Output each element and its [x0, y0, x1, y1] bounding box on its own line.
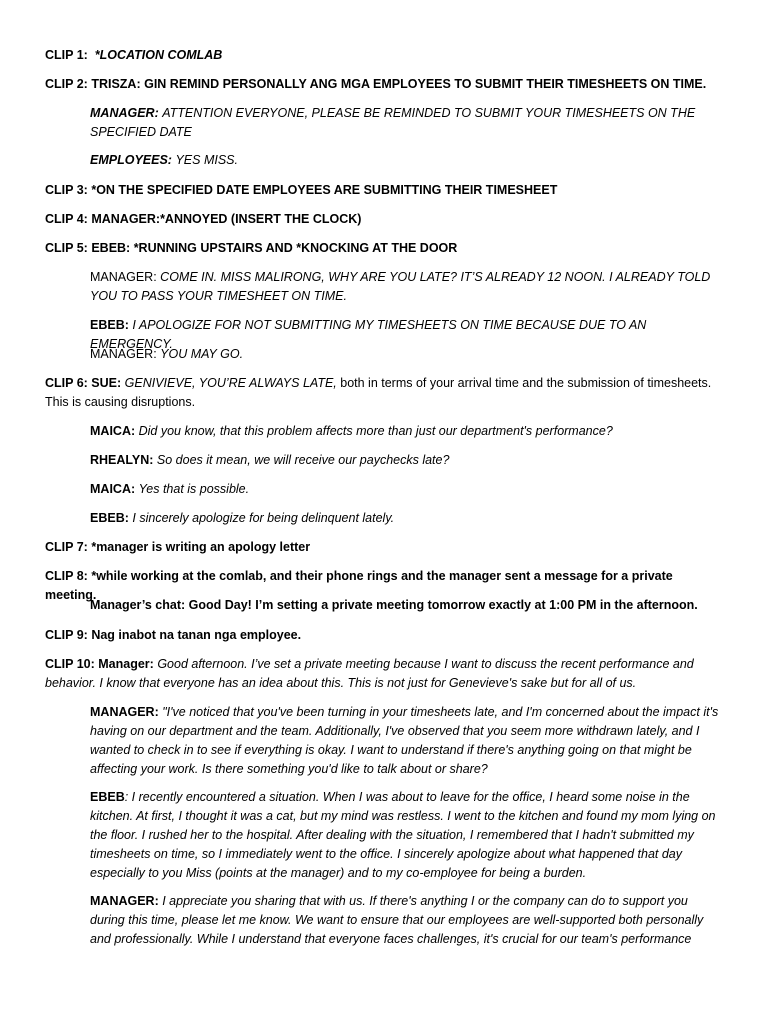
clip-text: *while working at the comlab, and their phone rings and the manager sent a message for a private meeting.	[45, 569, 673, 602]
dialogue-line	[90, 104, 720, 142]
clip-label: CLIP 5:	[45, 241, 88, 255]
clip-text: Good afternoon. I’ve set a private meeting because I want to discuss the recent performance and behavior. I know that everyone has an idea about this. This is not just for Genevieve's sake but for all of us.	[45, 657, 694, 690]
clip-text-italic: GENIVIEVE, YOU’RE ALWAYS LATE,	[124, 376, 337, 390]
speaker-name: MAICA:	[90, 424, 136, 438]
clip-label: CLIP 9:	[45, 628, 88, 642]
speaker-name: EBEB	[90, 790, 125, 804]
dialogue-line	[90, 509, 720, 528]
clip-4	[45, 210, 720, 229]
manager-chat	[90, 596, 720, 615]
clip-3	[45, 181, 720, 200]
speaker-name: MANAGER:	[90, 894, 159, 908]
clip-5	[45, 239, 720, 258]
speaker-name: MANAGER:	[90, 347, 157, 361]
clip-text: TRISZA: GIN REMIND PERSONALLY ANG MGA EMPLOYEES TO SUBMIT THEIR TIMESHEETS ON TIME.	[91, 77, 707, 91]
dialogue-text: Did you know, that this problem affects more than just our department's performance?	[138, 424, 613, 438]
speaker-name: MANAGER:	[90, 106, 159, 120]
chat-text: Manager’s chat: Good Day! I’m setting a private meeting tomorrow exactly at 1:00 PM in the afternoon.	[90, 598, 698, 612]
speaker-name: EMPLOYEES:	[90, 153, 172, 167]
clip-1	[45, 46, 720, 65]
dialogue-text: "I've noticed that you've been turning in your timesheets late, and I'm concerned about the impact it's having on our department and the team. Additionally, I've observed that you seem more withdrawn lately, and I wanted to check in to see if everything is okay. I want to understand if there's anything going on that might be affecting your work. Is there something you'd like to talk about or share?	[90, 705, 719, 776]
clip-label: CLIP 1:	[45, 48, 88, 62]
clip-label: CLIP 3:	[45, 183, 88, 197]
clip-text: *LOCATION COMLAB	[94, 48, 223, 62]
dialogue-text: COME IN. MISS MALIRONG, WHY ARE YOU LATE? IT’S ALREADY 12 NOON. I ALREADY TOLD YOU TO PASS YOUR TIMESHEET ON TIME.	[90, 270, 711, 303]
dialogue-text: Yes that is possible.	[138, 482, 250, 496]
dialogue-line	[90, 422, 720, 441]
speaker-name: EBEB:	[90, 318, 129, 332]
clip-6	[45, 374, 720, 412]
clip-label: CLIP 2:	[45, 77, 88, 91]
clip-text: *manager is writing an apology letter	[91, 540, 311, 554]
clip-7	[45, 538, 720, 557]
clip-text: MANAGER:*ANNOYED (INSERT THE CLOCK)	[91, 212, 362, 226]
dialogue-line	[90, 451, 720, 470]
dialogue-line	[90, 268, 720, 306]
dialogue-text: I APOLOGIZE FOR NOT SUBMITTING MY TIMESHEETS ON TIME BECAUSE DUE TO AN EMERGENCY.	[90, 318, 647, 351]
clip-label: CLIP 6: SUE:	[45, 376, 122, 390]
dialogue-text: So does it mean, we will receive our paychecks late?	[156, 453, 450, 467]
dialogue-text: ATTENTION EVERYONE, PLEASE BE REMINDED TO SUBMIT YOUR TIMESHEETS ON THE SPECIFIED DATE	[90, 106, 696, 139]
clip-text: *ON THE SPECIFIED DATE EMPLOYEES ARE SUBMITTING THEIR TIMESHEET	[91, 183, 558, 197]
dialogue-line	[90, 788, 720, 883]
clip-text: EBEB: *RUNNING UPSTAIRS AND *KNOCKING AT THE DOOR	[91, 241, 458, 255]
clip-2	[45, 75, 720, 94]
clip-label: CLIP 10: Manager:	[45, 657, 154, 671]
speaker-name: RHEALYN:	[90, 453, 154, 467]
speaker-name: EBEB:	[90, 511, 129, 525]
clip-label: CLIP 8:	[45, 569, 88, 583]
clip-9	[45, 626, 720, 645]
speaker-name: MAICA:	[90, 482, 136, 496]
dialogue-text: YOU MAY GO.	[160, 347, 244, 361]
dialogue-line	[90, 703, 720, 779]
clip-10	[45, 655, 720, 693]
dialogue-text: YES MISS.	[175, 153, 238, 167]
dialogue-line	[90, 151, 720, 170]
dialogue-text: I sincerely apologize for being delinquent lately.	[132, 511, 395, 525]
dialogue-text: I appreciate you sharing that with us. If there's anything I or the company can do to support you during this time, please let me know. We want to ensure that our employees are well-supported both personally and professionally. While I understand that everyone faces challenges, it's crucial for our team's performance	[90, 894, 704, 946]
clip-label: CLIP 7:	[45, 540, 88, 554]
dialogue-text: : I recently encountered a situation. When I was about to leave for the office, I heard some noise in the kitchen. At first, I thought it was a cat, but my mind was restless. I went to the kitchen and found my mom lying on the floor. I rushed her to the hospital. After dealing with the situation, I remembered that I hadn't submitted my timesheets on time, so I immediately went to the office. I sincerely apologize about what happened that day especially to you Miss (points at the manager) and to my co-employee for being a burden.	[90, 790, 716, 880]
dialogue-line	[90, 480, 720, 499]
clip-text: Nag inabot na tanan nga employee.	[91, 628, 302, 642]
clip-text: both in terms of your arrival time and the submission of timesheets. This is causing disruptions.	[45, 376, 712, 409]
dialogue-line	[90, 892, 720, 949]
speaker-name: MANAGER:	[90, 270, 157, 284]
clip-label: CLIP 4:	[45, 212, 88, 226]
speaker-name: MANAGER:	[90, 705, 159, 719]
dialogue-line	[90, 345, 720, 364]
